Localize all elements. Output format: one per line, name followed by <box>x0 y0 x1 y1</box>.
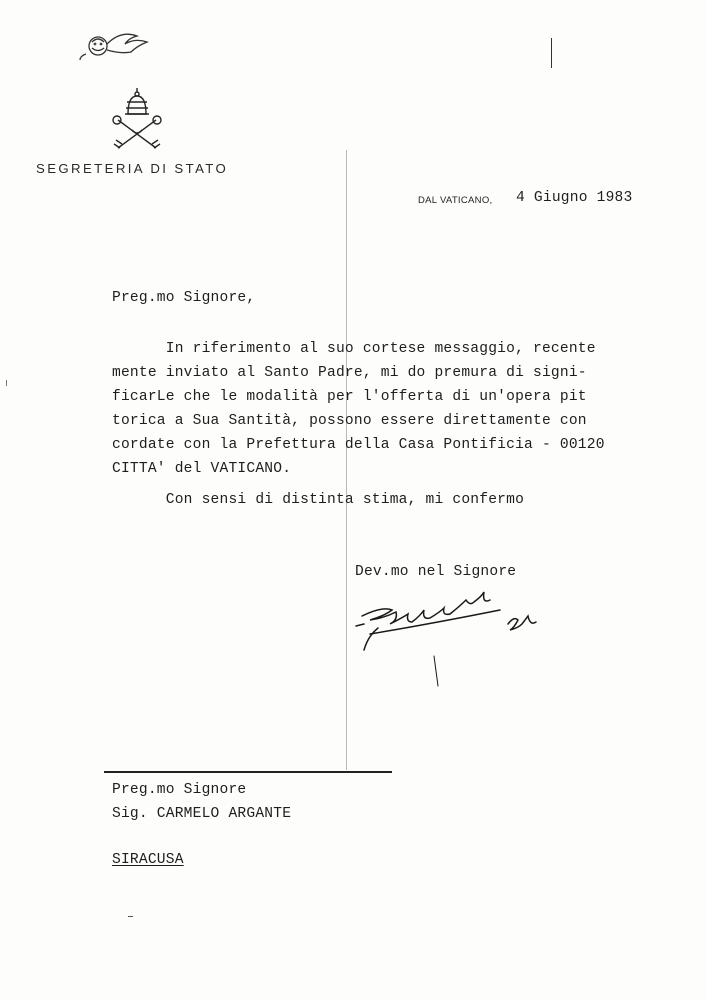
addressee-salutation: Preg.mo Signore <box>112 782 247 798</box>
body-line: torica a Sua Santità, possono essere direttamente con <box>112 413 587 429</box>
handwritten-signature <box>350 586 560 696</box>
body-line: cordate con la Prefettura della Casa Pontificia - 00120 <box>112 437 605 453</box>
body-line: mente inviato al Santo Padre, mi do premura di signi- <box>112 365 587 381</box>
letterhead-office: SEGRETERIA DI STATO <box>36 161 229 176</box>
stray-mark <box>128 912 133 917</box>
closing-line: Con sensi di distinta stima, mi confermo <box>112 492 525 508</box>
paper-crease <box>551 38 552 68</box>
papal-keys-emblem <box>108 86 166 152</box>
addressee-name: Sig. CARMELO ARGANTE <box>112 806 292 822</box>
address-divider <box>104 771 392 773</box>
stray-mark <box>6 380 11 386</box>
body-line: ficarLe che le modalità per l'offerta di un'opera pit <box>112 389 587 405</box>
salutation: Preg.mo Signore, <box>112 290 256 306</box>
body-line: CITTA' del VATICANO. <box>112 461 292 477</box>
addressee-city: SIRACUSA <box>112 852 184 868</box>
date-value: 4 Giugno 1983 <box>516 190 633 206</box>
winged-lion-emblem <box>78 28 156 64</box>
date-place: DAL VATICANO, <box>418 195 493 206</box>
signoff: Dev.mo nel Signore <box>355 564 517 580</box>
paper-fold-line <box>346 150 347 770</box>
body-line: In riferimento al suo cortese messaggio, recente <box>112 341 596 357</box>
